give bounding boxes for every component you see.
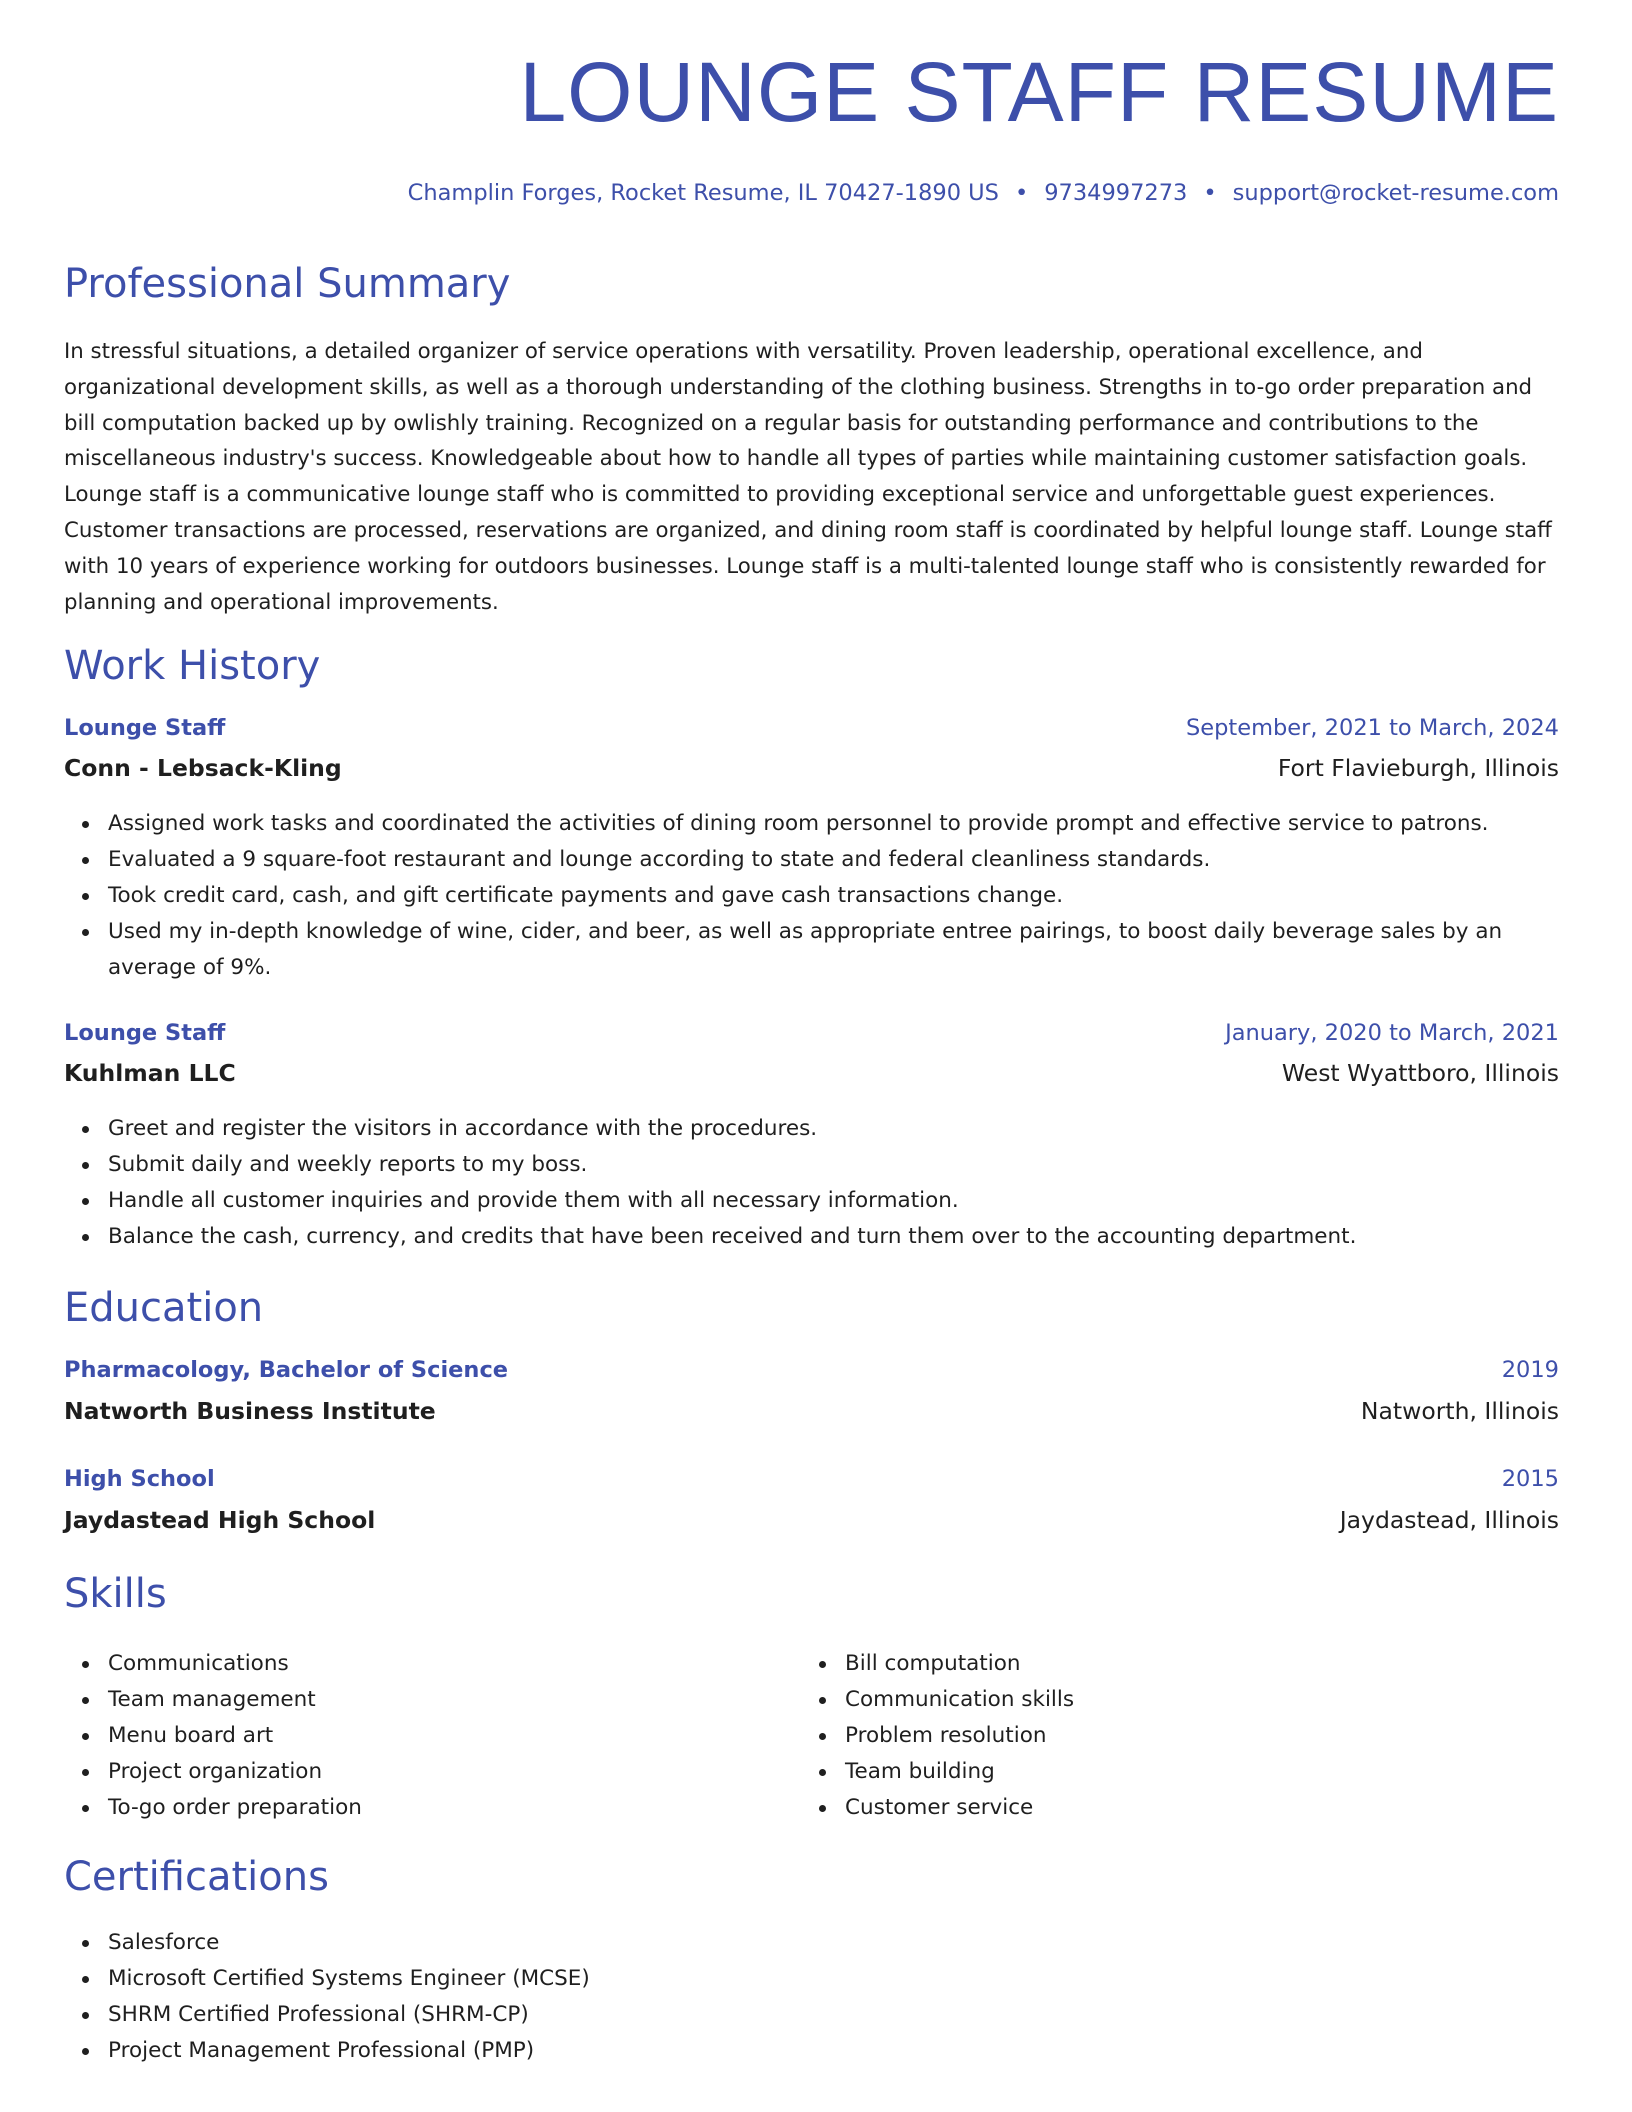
education-school-row bbox=[64, 1396, 1559, 1436]
resume-title: LOUNGE STAFF RESUME bbox=[519, 45, 1559, 139]
education-location: Jaydastead, Illinois bbox=[1339, 1506, 1559, 1534]
section-title-work-history: Work History bbox=[64, 643, 321, 689]
list-item: To-go order preparation bbox=[108, 1790, 748, 1826]
contact-separator: • bbox=[1014, 180, 1029, 206]
list-item: Problem resolution bbox=[845, 1718, 1545, 1754]
list-item: Took credit card, cash, and gift certificate payments and gave cash transactions change. bbox=[108, 878, 1559, 914]
list-item: Team management bbox=[108, 1682, 748, 1718]
list-item: Team building bbox=[845, 1754, 1545, 1790]
education-school: Natworth Business Institute bbox=[64, 1397, 436, 1425]
list-item: Project organization bbox=[108, 1754, 748, 1790]
education-school: Jaydastead High School bbox=[64, 1506, 376, 1534]
job-company: Kuhlman LLC bbox=[64, 1059, 236, 1087]
list-item: Customer service bbox=[845, 1790, 1545, 1826]
education-school-row bbox=[64, 1505, 1559, 1545]
job-title: Lounge Staff bbox=[64, 1020, 226, 1046]
contact-phone: 9734997273 bbox=[1044, 180, 1188, 206]
section-title-education: Education bbox=[64, 1285, 264, 1331]
education-location: Natworth, Illinois bbox=[1360, 1397, 1559, 1425]
skills-list-left bbox=[64, 1646, 748, 1826]
list-item: Balance the cash, currency, and credits that have been received and turn them over to the accounting department. bbox=[108, 1219, 1559, 1255]
list-item: Project Management Professional (PMP) bbox=[108, 2033, 1108, 2069]
list-item: Menu board art bbox=[108, 1718, 748, 1754]
list-item: Evaluated a 9 square-foot restaurant and lounge according to state and federal cleanliness standards. bbox=[108, 842, 1559, 878]
list-item: Greet and register the visitors in accordance with the procedures. bbox=[108, 1111, 1559, 1147]
job-location: West Wyattboro, Illinois bbox=[1281, 1059, 1559, 1087]
summary-text: In stressful situations, a detailed organizer of service operations with versatility. Proven leadership, operational excellence, and organizational development skills, as well as a thorough understanding of the clothing business. Strengths in to-go order preparation and bill computation backed up by owlishly training. Recognized on a regular basis for outstanding performance and contributions to the miscellaneous industry's success. Knowledgeable about how to handle all types of parties while maintaining customer satisfaction goals. Lounge staff is a communicative lounge staff who is committed to providing exceptional service and unforgettable guest experiences. Customer transactions are processed, reservations are organized, and dining room staff is coordinated by helpful lounge staff. Lounge staff with 10 years of experience working for outdoors businesses. Lounge staff is a multi-talented lounge staff who is consistently rewarded for planning and operational improvements. bbox=[64, 339, 1552, 615]
contact-line bbox=[408, 180, 1559, 207]
job-title: Lounge Staff bbox=[64, 715, 226, 741]
job-company-row bbox=[64, 1058, 1559, 1098]
contact-separator: • bbox=[1203, 180, 1217, 206]
section-title-summary: Professional Summary bbox=[64, 261, 511, 307]
list-item: Salesforce bbox=[108, 1925, 1108, 1961]
list-item: SHRM Certified Professional (SHRM-CP) bbox=[108, 1997, 1108, 2033]
job-company-row bbox=[64, 753, 1559, 793]
skills-list-right bbox=[801, 1646, 1545, 1826]
education-degree: Pharmacology, Bachelor of Science bbox=[64, 1357, 509, 1383]
job-duties-list bbox=[64, 1111, 1559, 1255]
list-item: Used my in-depth knowledge of wine, cider, and beer, as well as appropriate entree pairings, to boost daily beverage sales by an average of 9%. bbox=[108, 914, 1559, 986]
education-header-row bbox=[64, 1356, 1559, 1396]
section-title-skills: Skills bbox=[64, 1571, 167, 1617]
job-header-row bbox=[64, 714, 1559, 754]
list-item: Assigned work tasks and coordinated the activities of dining room personnel to provide prompt and effective service to patrons. bbox=[108, 806, 1559, 842]
job-dates: January, 2020 to March, 2021 bbox=[1225, 1020, 1559, 1046]
education-year: 2019 bbox=[1501, 1357, 1559, 1383]
education-degree: High School bbox=[64, 1466, 215, 1492]
certifications-list bbox=[64, 1925, 1108, 2069]
job-dates: September, 2021 to March, 2024 bbox=[1186, 715, 1559, 741]
education-year: 2015 bbox=[1501, 1466, 1559, 1492]
job-location: Fort Flavieburgh, Illinois bbox=[1277, 754, 1559, 782]
education-header-row bbox=[64, 1465, 1559, 1505]
list-item: Communications bbox=[108, 1646, 748, 1682]
list-item: Handle all customer inquiries and provide them with all necessary information. bbox=[108, 1183, 1559, 1219]
list-item: Communication skills bbox=[845, 1682, 1545, 1718]
list-item: Submit daily and weekly reports to my boss. bbox=[108, 1147, 1559, 1183]
contact-address: Champlin Forges, Rocket Resume, IL 70427-1890 US bbox=[407, 180, 999, 206]
list-item: Microsoft Certified Systems Engineer (MCSE) bbox=[108, 1961, 1108, 1997]
list-item: Bill computation bbox=[845, 1646, 1545, 1682]
job-duties-list bbox=[64, 806, 1559, 986]
job-company: Conn - Lebsack-Kling bbox=[64, 754, 342, 782]
section-title-certifications: Certifications bbox=[64, 1854, 329, 1900]
contact-email[interactable]: support@rocket-resume.com bbox=[1232, 180, 1559, 206]
job-header-row bbox=[64, 1019, 1559, 1059]
